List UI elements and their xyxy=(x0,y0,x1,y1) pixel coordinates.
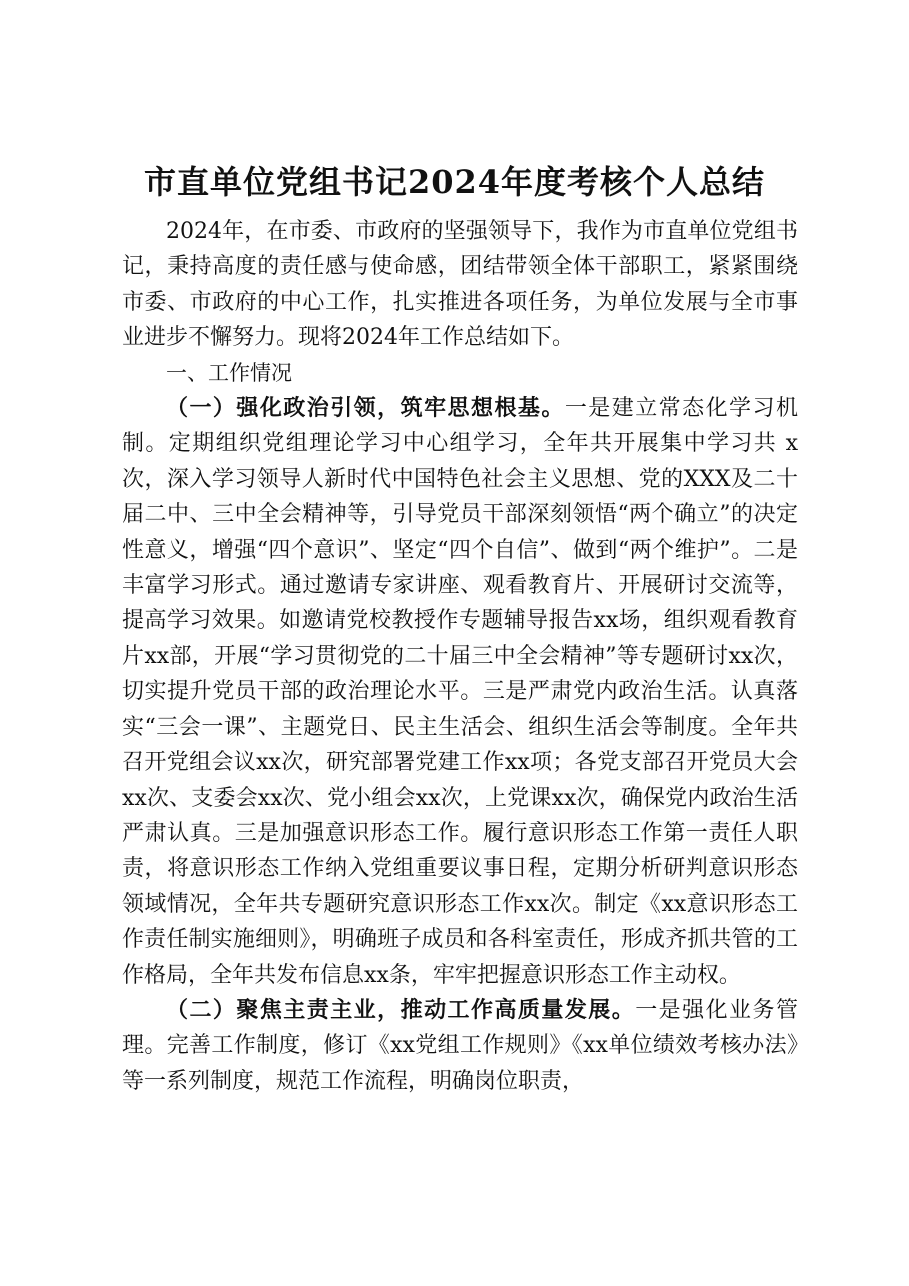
section-heading-work-status: 一、工作情况 xyxy=(166,360,292,385)
subheading-political-guidance: （一）强化政治引领，筑牢思想根基。 xyxy=(166,395,565,422)
document-title: 市直单位党组书记2024年度考核个人总结 xyxy=(143,163,766,201)
paragraph-political-guidance xyxy=(122,391,798,993)
paragraph-main-responsibility-body: 一是强化业务管理。完善工作制度，修订《xx党组工作规则》《xx单位绩效考核办法》等一系列制度，规范工作流程，明确岗位职责， xyxy=(122,997,798,1094)
paragraph-main-responsibility xyxy=(122,993,798,1099)
paragraph-political-guidance-body: 一是建立常态化学习机制。定期组织党组理论学习中心组学习，全年共开展集中学习共 x次，深入学习领导人新时代中国特色社会主义思想、党的XXX及二十届二中、三中全会精神等，引导党员干部深刻领悟“两个确立”的决定性意义，增强“四个意识”、坚定“四个自信”、做到“两个维护”。二是丰富学习形式。通过邀请专家讲座、观看教育片、开展研讨交流等，提高学习效果。如邀请党校教授作专题辅导报告xx场，组织观看教育片xx部，开展“学习贯彻党的二十届三中全会精神”等专题研讨xx次，切实提升党员干部的政治理论水平。三是严肃党内政治生活。认真落实“三会一课”、主题党日、民主生活会、组织生活会等制度。全年共召开党组会议xx次，研究部署党建工作xx项；各党支部召开党员大会xx次、支委会xx次、党小组会xx次，上党课xx次，确保党内政治生活严肃认真。三是加强意识形态工作。履行意识形态工作第一责任人职责，将意识形态工作纳入党组重要议事日程，定期分析研判意识形态领域情况，全年共专题研究意识形态工作xx次。制定《xx意识形态工作责任制实施细则》，明确班子成员和各科室责任，形成齐抓共管的工作格局，全年共发布信息xx条，牢牢把握意识形态工作主动权。 xyxy=(122,396,798,988)
document-body xyxy=(122,214,798,1099)
subheading-main-responsibility: （二）聚焦主责主业，推动工作高质量发展。 xyxy=(166,996,636,1023)
intro-paragraph: 2024年，在市委、市政府的坚强领导下，我作为市直单位党组书记，秉持高度的责任感与使命感，团结带领全体干部职工，紧紧围绕市委、市政府的中心工作，扎实推进各项任务，为单位发展与全市事业进步不懈努力。现将2024年工作总结如下。 xyxy=(122,219,798,351)
